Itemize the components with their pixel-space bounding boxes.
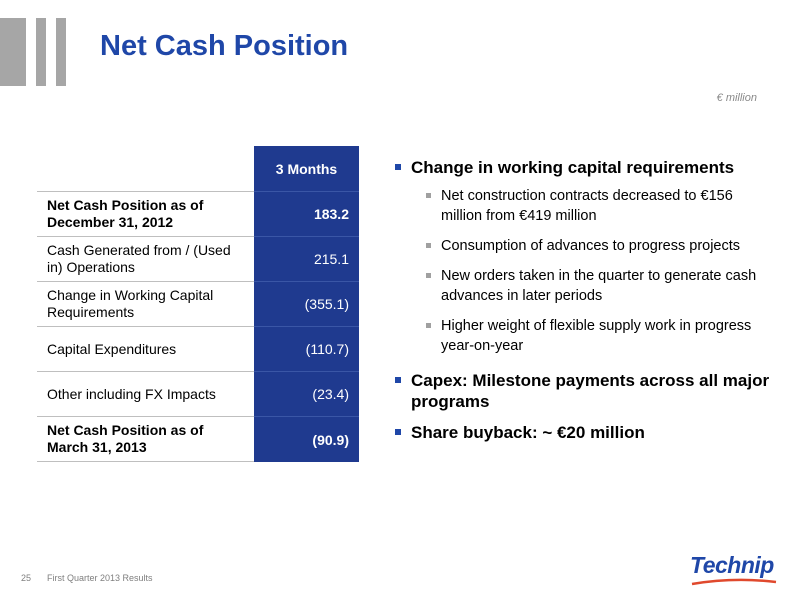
sub-bullet-item: [395, 266, 775, 306]
sub-bullet-text: Higher weight of flexible supply work in progress year-on-year: [441, 318, 752, 354]
sub-bullet-text: Net construction contracts decreased to €156 million from €419 million: [441, 188, 733, 224]
unit-label: € million: [716, 92, 757, 104]
page-title: Net Cash Position: [100, 30, 349, 62]
row-label: Cash Generated from / (Used in) Operations: [37, 236, 254, 281]
table-row: [37, 371, 359, 416]
decor-bar: [36, 18, 46, 86]
table-row: [37, 236, 359, 281]
row-label: Capital Expenditures: [37, 326, 254, 371]
table-row: [37, 191, 359, 236]
bullet-marker-icon: [395, 164, 401, 170]
bullet-marker-icon: [395, 429, 401, 435]
row-label: Net Cash Position as of March 31, 2013: [37, 416, 254, 462]
bullet-item: [395, 422, 775, 443]
row-value: (90.9): [254, 416, 359, 462]
sub-bullet-item: [395, 316, 775, 356]
column-header: 3 Months: [254, 146, 359, 191]
logo-text: Technip: [690, 552, 774, 578]
bullet-list: [395, 157, 775, 443]
row-value: (23.4): [254, 371, 359, 416]
row-label: Change in Working Capital Requirements: [37, 281, 254, 326]
table-header-row: [37, 146, 359, 191]
sub-bullet-text: Consumption of advances to progress projects: [441, 238, 741, 254]
table-row: [37, 326, 359, 371]
decor-bar: [56, 18, 66, 86]
technip-logo: [690, 552, 782, 586]
decorative-bars: [0, 18, 70, 86]
bullet-text: Change in working capital requirements: [411, 158, 735, 177]
bullet-item: [395, 157, 775, 178]
row-label: Other including FX Impacts: [37, 371, 254, 416]
table-row: [37, 416, 359, 462]
footer-text: First Quarter 2013 Results: [47, 573, 153, 583]
row-label: Net Cash Position as of December 31, 2012: [37, 191, 254, 236]
table-row: [37, 281, 359, 326]
bullet-text: Share buyback: ~ €20 million: [411, 423, 645, 442]
sub-bullet-marker-icon: [426, 193, 431, 198]
row-value: (355.1): [254, 281, 359, 326]
decor-bar: [0, 18, 26, 86]
logo-swoosh-icon: [690, 578, 778, 586]
net-cash-table: [37, 146, 359, 462]
sub-bullet-marker-icon: [426, 273, 431, 278]
bullet-item: [395, 370, 775, 412]
sub-bullet-marker-icon: [426, 243, 431, 248]
bullet-marker-icon: [395, 377, 401, 383]
sub-bullet-item: [395, 186, 775, 226]
sub-bullet-marker-icon: [426, 323, 431, 328]
table-header-empty: [37, 146, 254, 191]
sub-bullet-item: [395, 236, 775, 256]
row-value: 183.2: [254, 191, 359, 236]
page-number: 25: [21, 573, 32, 583]
row-value: 215.1: [254, 236, 359, 281]
row-value: (110.7): [254, 326, 359, 371]
sub-bullet-text: New orders taken in the quarter to generate cash advances in later periods: [441, 268, 757, 304]
bullet-text: Capex: Milestone payments across all major programs: [411, 371, 770, 411]
